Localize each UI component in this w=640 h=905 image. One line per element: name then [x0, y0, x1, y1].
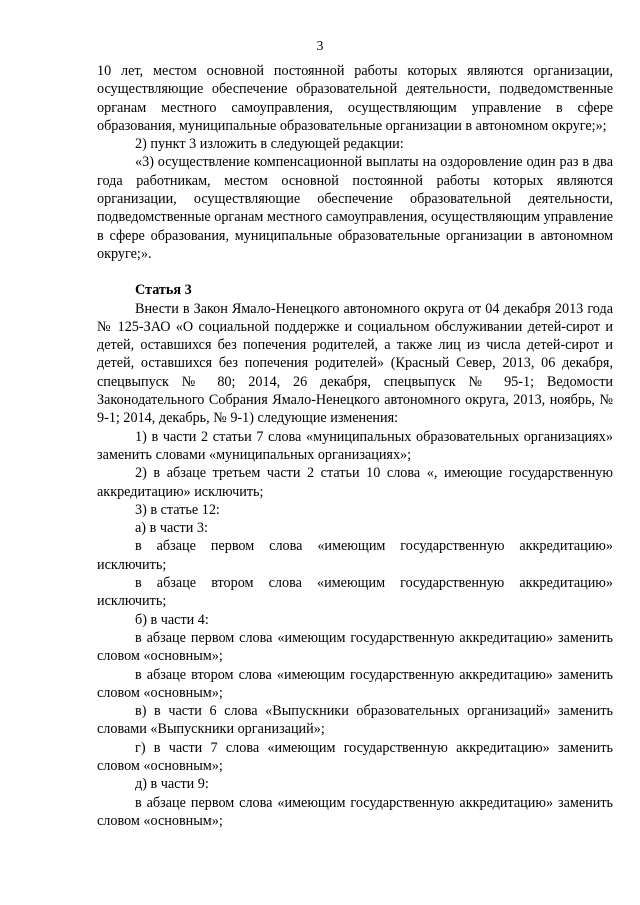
- paragraph: Внести в Закон Ямало-Ненецкого автономного округа от 04 декабря 2013 года № 125-ЗАО «О социальной поддержке и социальном обслуживании детей-сирот и детей, оставшихся без попечения родителей, а также лиц из числа детей-сирот и детей, оставшихся без попечения родителей» (Красный Север, 2013, 06 декабря, спецвыпуск № 80; 2014, 26 декабря, спецвыпуск № 95-1; Ведомости Законодательного Собрания Ямало-Ненецкого автономного округа, 2013, ноябрь, № 9-1; 2014, декабрь, № 9-1) следующие изменения:: [97, 300, 613, 427]
- list-item: г) в части 7 слова «имеющим государственную аккредитацию» заменить словом «основным»;: [97, 739, 613, 774]
- article-heading: Статья 3: [135, 282, 192, 299]
- list-item: б) в части 4:: [135, 611, 209, 628]
- paragraph: 2) пункт 3 изложить в следующей редакции:: [135, 136, 404, 153]
- list-item: в) в части 6 слова «Выпускники образовательных организаций» заменить словами «Выпускники организаций»;: [97, 703, 613, 738]
- document-body: [97, 62, 613, 830]
- list-item: в абзаце втором слова «имеющим государственную аккредитацию» исключить;: [97, 575, 613, 610]
- list-item: 2) в абзаце третьем части 2 статьи 10 слова «, имеющие государственную аккредитацию» исключить;: [97, 465, 613, 500]
- paragraph: «3) осуществление компенсационной выплаты на оздоровление один раз в два года работникам, местом основной постоянной работы которых являются организации, осуществляющие обеспечение образовательной деятельности, подведомственные органам местного самоуправления, осуществляющим управление в сфере образования, муниципальные образовательные организации в автономном округе;».: [97, 154, 613, 262]
- list-item: а) в части 3:: [135, 520, 208, 537]
- page-number: 3: [316, 38, 324, 53]
- list-item: в абзаце первом слова «имеющим государственную аккредитацию» исключить;: [97, 538, 613, 573]
- list-item: 3) в статье 12:: [135, 501, 220, 518]
- section-spacer: [97, 263, 613, 281]
- paragraph: 10 лет, местом основной постоянной работы которых являются организации, осуществляющие обеспечение образовательной деятельности, подведомственные органам местного самоуправления, осуществляющим управление в сфере образования, муниципальные образовательные организации в автономном округе;»;: [97, 63, 613, 134]
- list-item: в абзаце первом слова «имеющим государственную аккредитацию» заменить словом «основным»;: [97, 629, 613, 665]
- list-item: в абзаце втором слова «имеющим государственную аккредитацию» заменить словом «основным»;: [97, 666, 613, 701]
- list-item: 1) в части 2 статьи 7 слова «муниципальных образовательных организациях» заменить словами «муниципальных организациях»;: [97, 428, 613, 463]
- list-item: в абзаце первом слова «имеющим государственную аккредитацию» заменить словом «основным»;: [97, 794, 613, 829]
- list-item: д) в части 9:: [135, 776, 209, 793]
